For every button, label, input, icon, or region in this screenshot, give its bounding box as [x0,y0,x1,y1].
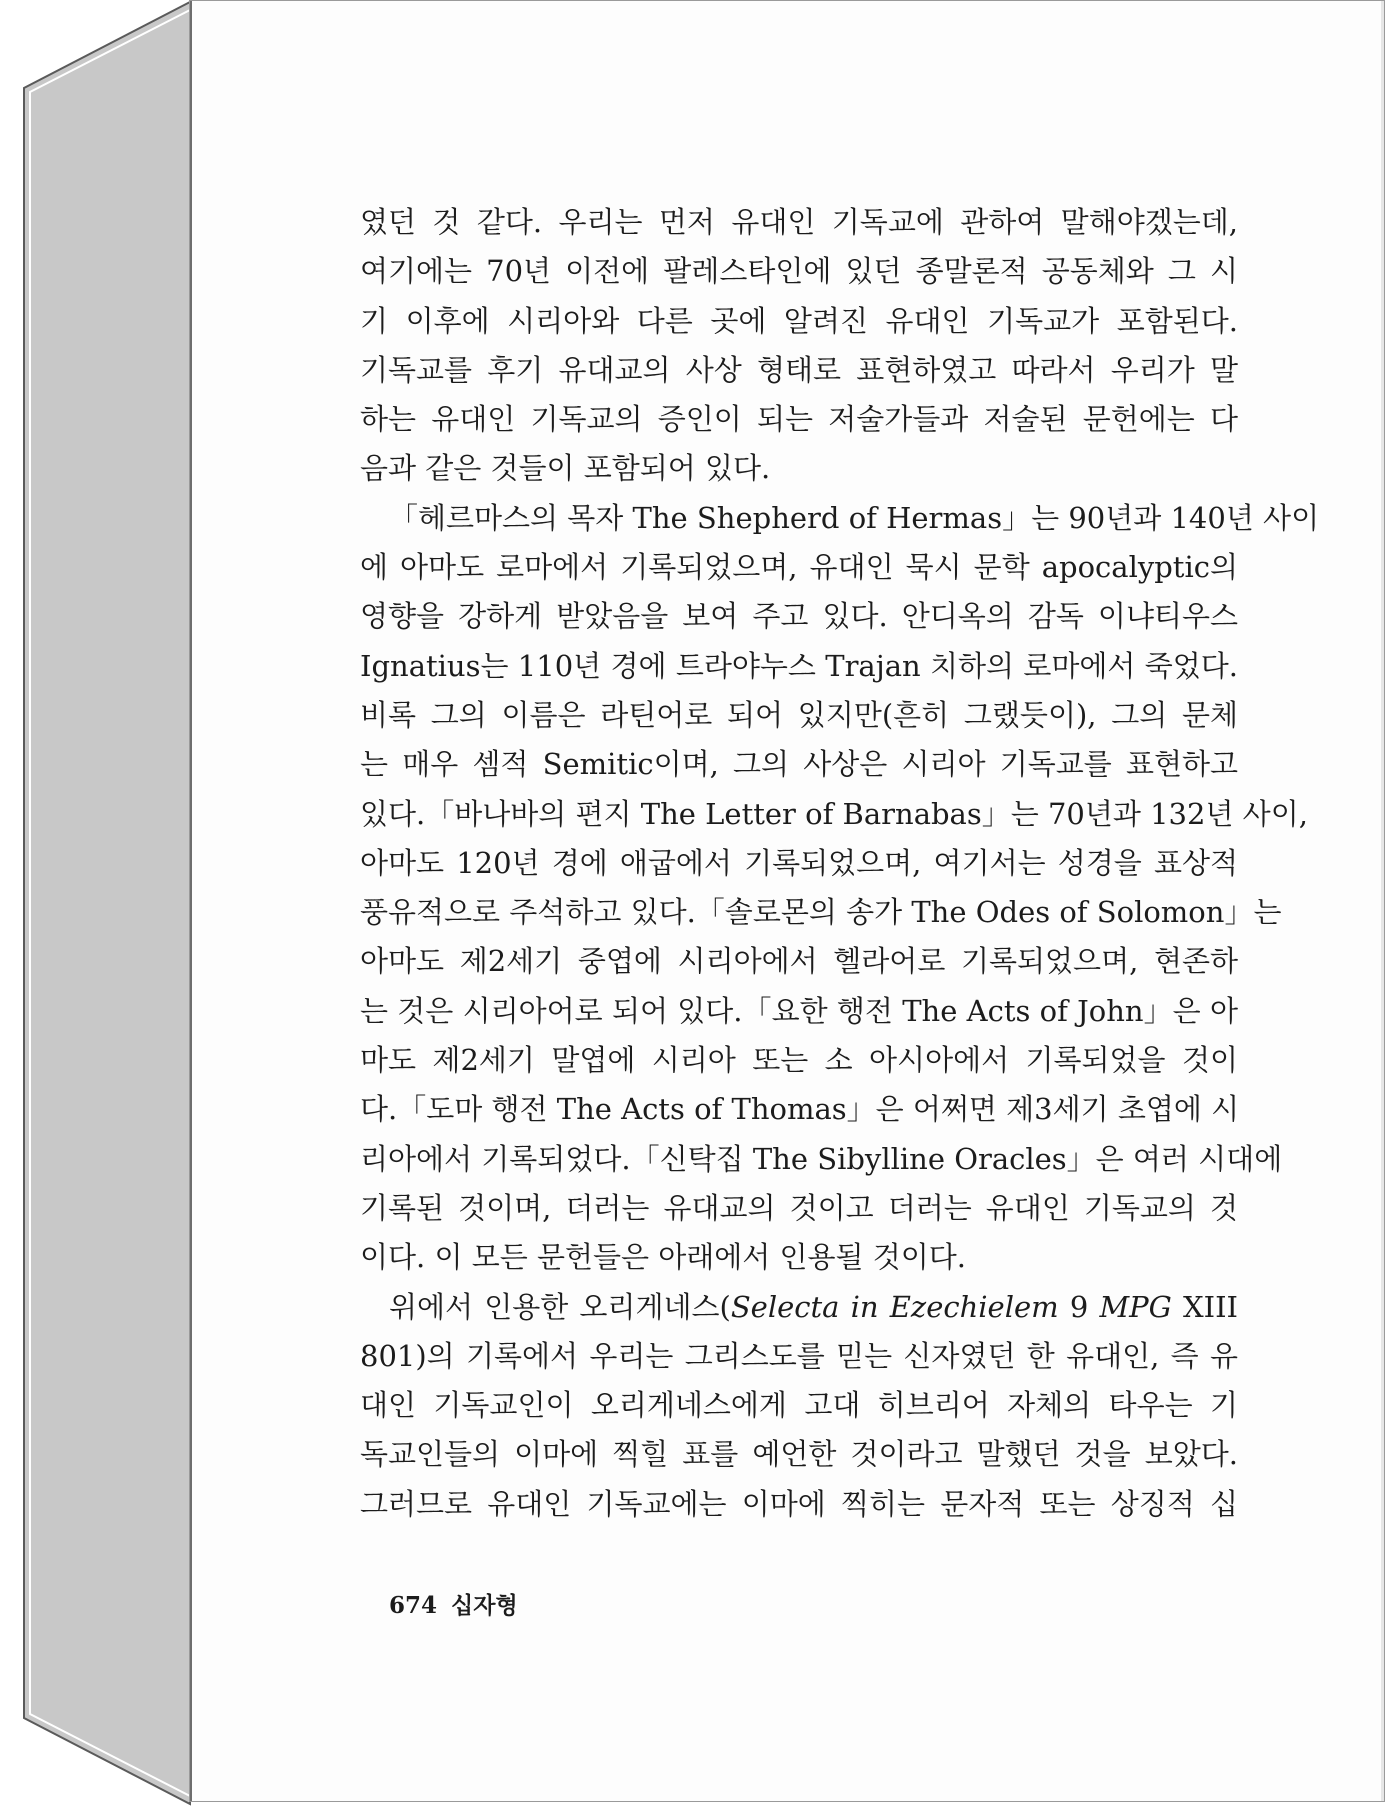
citation-title-italic: Selecta in Ezechielem [730,1289,1059,1324]
text-line: 아마도 제2세기 중엽에 시리아에서 헬라어로 기록되었으며, 현존하 [360,944,1238,979]
text-line: 이다. 이 모든 문헌들은 아래에서 인용될 것이다. [360,1240,967,1275]
page-footer [389,1587,532,1620]
text-line-with-citation [360,1283,1238,1332]
text-line: 독교인들의 이마에 찍힐 표를 예언한 것이라고 말했던 것을 보았다. [360,1437,1238,1472]
page-number: 674 [389,1592,438,1619]
text-line: 비록 그의 이름은 라틴어로 되어 있지만(흔히 그랬듯이), 그의 문체 [360,697,1238,732]
text-line: Ignatius는 110년 경에 트라야누스 Trajan 치하의 로마에서 죽었다. [360,648,1238,683]
text-line: 기 이후에 시리아와 다른 곳에 알려진 유대인 기독교가 포함된다. [360,303,1238,338]
citation-lead: 위에서 인용한 오리게네스( [389,1289,731,1324]
text-line: 는 것은 시리아어로 되어 있다.「요한 행전 The Acts of John」은 아 [360,993,1238,1028]
citation-number: 9 [1058,1289,1100,1324]
text-line: 음과 같은 것들이 포함되어 있다. [360,451,771,486]
citation-series-italic: MPG [1099,1289,1172,1324]
paragraph-2 [360,494,1320,1283]
text-line: 아마도 120년 경에 애굽에서 기록되었으며, 여기서는 성경을 표상적 [360,845,1238,880]
text-line: 였던 것 같다. 우리는 먼저 유대인 기독교에 관하여 말해야겠는데, [360,205,1238,239]
body-text [360,198,1320,1529]
text-line: 마도 제2세기 말엽에 시리아 또는 소 아시아에서 기록되었을 것이 [360,1043,1238,1078]
text-line: 풍유적으로 주석하고 있다.「솔로몬의 송가 The Odes of Solomon」는 [360,895,1282,930]
paragraph-1 [360,198,1238,494]
text-line: 그러므로 유대인 기독교에는 이마에 찍히는 문자적 또는 상징적 십 [360,1486,1238,1521]
text-line: 리아에서 기록되었다.「신탁집 The Sibylline Oracles」은 여러 시대에 [360,1141,1283,1176]
text-line: 대인 기독교인이 오리게네스에게 고대 히브리어 자체의 타우는 기 [360,1388,1238,1423]
text-line: 다.「도마 행전 The Acts of Thomas」은 어쩌면 제3세기 초엽에 시 [360,1092,1240,1127]
text-line: 에 아마도 로마에서 기록되었으며, 유대인 묵시 문학 apocalyptic의 [360,550,1238,585]
citation-volume: XIII [1171,1289,1239,1324]
text-line: 영향을 강하게 받았음을 보여 주고 있다. 안디옥의 감독 이냐티우스 [360,599,1238,634]
text-line: 하는 유대인 기독교의 증인이 되는 저술가들과 저술된 문헌에는 다 [360,402,1238,437]
text-line: 「헤르마스의 목자 The Shepherd of Hermas」는 90년과 140년 사이 [389,500,1320,535]
text-line: 기록된 것이며, 더러는 유대교의 것이고 더러는 유대인 기독교의 것 [360,1190,1238,1225]
running-title: 십자형 [451,1592,518,1619]
text-line: 기독교를 후기 유대교의 사상 형태로 표현하였고 따라서 우리가 말 [360,352,1238,387]
text-line: 는 매우 셈적 Semitic이며, 그의 사상은 시리아 기독교를 표현하고 [360,747,1238,782]
text-line: 801)의 기록에서 우리는 그리스도를 믿는 신자였던 한 유대인, 즉 유 [360,1338,1238,1373]
text-line: 여기에는 70년 이전에 팔레스타인에 있던 종말론적 공동체와 그 시 [360,254,1238,289]
book-spine-side [24,2,190,1804]
text-line: 있다.「바나바의 편지 The Letter of Barnabas」는 70년과 132년 사이, [360,796,1308,831]
paragraph-3 [360,1283,1238,1529]
